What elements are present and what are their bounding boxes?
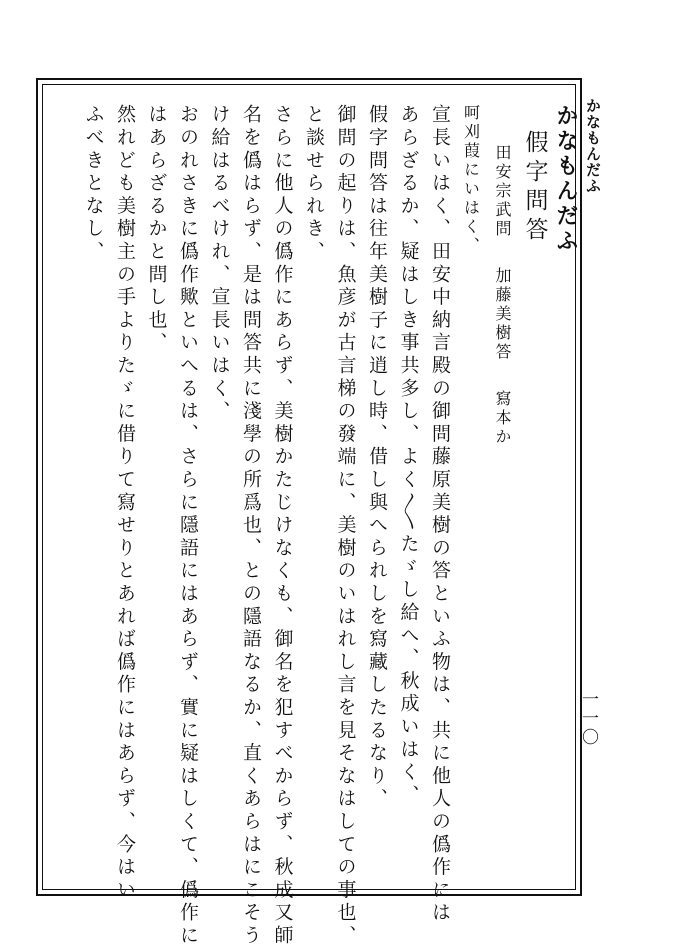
questioner: 田安宗武問 xyxy=(493,144,512,239)
manuscript-note: 寫本か xyxy=(493,390,512,447)
body-column: あらざるか、疑はしき事共多し、よく〳〵たゞし給へ、秋成いはく、 xyxy=(397,104,420,807)
running-head: かなもんだふ xyxy=(584,98,602,194)
body-column: 御問の起りは、魚彦が古言梯の發端に、美樹のいはれし言を見そなはしての事也、 xyxy=(334,104,357,948)
body-column: 然れども美樹主の手よりたゞに借りて寫せりとあれば僞作にはあらず、今はい xyxy=(114,104,136,902)
work-title: 假字問答 xyxy=(521,130,548,246)
body-column: 宣長いはく、田安中納言殿の御問藤原美樹の答といふ物は、共に他人の僞作には xyxy=(429,104,451,925)
body-column: ふべきとなし、 xyxy=(82,104,105,264)
author-line xyxy=(487,104,519,874)
body-column: と談せられき、 xyxy=(303,104,325,264)
page-number: 一一〇 xyxy=(578,690,598,747)
body-column: 假字問答は往年美樹子に逍し時、借し與へられしを寫藏したるなり、 xyxy=(366,104,388,811)
body-column: 名を僞はらず、是は問答共に淺學の所爲也、との隱語なるか、直くあらはにこそう xyxy=(240,104,262,948)
body-column: 呵刈葭にいはく、 xyxy=(461,104,481,256)
body-column: さらに他人の僞作にあらず、美樹かたじけなくも、御名を犯すべからず、秋成又師 xyxy=(271,104,294,948)
vertical-text-block xyxy=(77,104,581,948)
answerer: 加藤美樹答 xyxy=(493,267,512,362)
body-column: け給はるべけれ、宣長いはく、 xyxy=(208,104,231,424)
body-column: はあらざるかと問し也、 xyxy=(145,104,168,355)
series-title: かなもんだふ xyxy=(553,104,579,254)
body-column: おのれさきに僞作歟といへるは、さらに隱語にはあらず、實に疑はしくて、僞作に xyxy=(177,104,199,948)
